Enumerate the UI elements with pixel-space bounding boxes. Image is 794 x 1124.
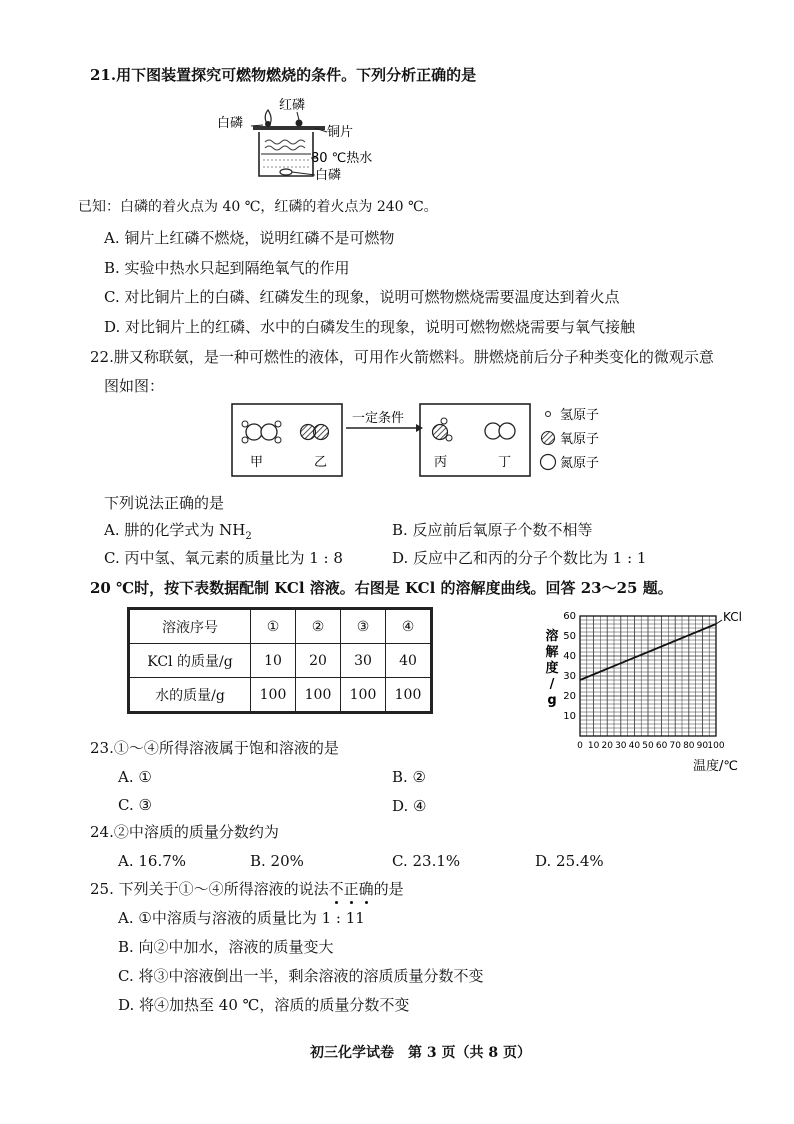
emphasis-text: 不正确	[329, 880, 374, 898]
q22-option-b: B. 反应前后氧原子个数不相等	[392, 521, 593, 539]
q22-stem-line2: 图如图：	[104, 377, 165, 395]
legend-hydrogen: 氢原子	[560, 408, 600, 423]
table-header-cell: ③	[341, 609, 386, 644]
table-header-cell: 溶液序号	[129, 609, 251, 644]
table-header-cell: ②	[296, 609, 341, 644]
x-tick-label: 40	[628, 741, 641, 751]
q22-prompt: 下列说法正确的是	[104, 494, 225, 512]
q25-option-b: B. 向②中加水，溶液的质量变大	[118, 938, 334, 956]
series-label-kcl: KCl	[723, 610, 742, 624]
emphasis-dot	[350, 901, 353, 904]
emphasis-dot	[365, 901, 368, 904]
q21-stem: 21.用下图装置探究可燃物燃烧的条件。下列分析正确的是	[90, 66, 477, 84]
x-tick-label: 30	[615, 741, 627, 751]
q23-option-a: A. ①	[118, 768, 152, 786]
q22-option-a: A. 肼的化学式为 $NH_2$	[104, 521, 252, 542]
y-tick-label: 30	[563, 671, 576, 682]
y-tick-label: 40	[563, 651, 576, 662]
table-row	[129, 609, 432, 644]
label-condition: 一定条件	[352, 411, 405, 426]
x-axis-label: 温度/℃	[693, 759, 738, 774]
x-tick-label: 0	[577, 741, 583, 751]
q21-option-b: B. 实验中热水只起到隔绝氧气的作用	[104, 259, 350, 277]
label-hot-water: 80 ℃热水	[311, 151, 373, 166]
table-cell: 10	[251, 644, 296, 678]
table-cell: 30	[341, 644, 386, 678]
x-tick-label: 60	[655, 741, 668, 751]
table-cell: 水的质量/g	[129, 678, 251, 713]
q24-option-b: B. 20%	[250, 852, 304, 870]
molecule-yi	[301, 425, 329, 440]
q24-option-c: C. 23.1%	[392, 852, 461, 870]
label-ding: 丁	[498, 455, 512, 470]
label-copper-sheet: 铜片	[327, 125, 354, 140]
q21-note: 已知：白磷的着火点为 40 ℃，红磷的着火点为 240 ℃。	[78, 199, 438, 215]
y-tick-label: 60	[563, 611, 576, 622]
q22-option-c: C. 丙中氢、氧元素的质量比为 1 : 8	[104, 549, 343, 567]
q21-option-c: C. 对比铜片上的白磷、红磷发生的现象，说明可燃物燃烧需要温度达到着火点	[104, 288, 620, 306]
solution-table	[127, 607, 433, 714]
intro-23-25: 20 ℃时，按下表数据配制 KCl 溶液。右图是 KCl 的溶解度曲线。回答 23～25 题。	[90, 579, 673, 597]
q22-molecule-figure	[230, 400, 640, 482]
label-jia: 甲	[250, 455, 264, 470]
q23-option-c: C. ③	[118, 796, 152, 814]
legend-nitrogen: 氮原子	[560, 456, 600, 471]
label-white-phosphorus: 白磷	[217, 116, 244, 131]
table-row	[129, 644, 432, 678]
q24-option-a: A. 16.7%	[118, 852, 187, 870]
table-cell: 40	[386, 644, 432, 678]
label-yi: 乙	[314, 455, 328, 470]
label-white-phosphorus-water: 白磷	[315, 168, 342, 183]
y-axis-label-char: /	[549, 677, 555, 692]
q25-option-d: D. 将④加热至 40 ℃，溶质的质量分数不变	[118, 996, 410, 1014]
molecule-jia	[242, 421, 281, 443]
q24-option-d: D. 25.4%	[535, 852, 604, 870]
x-tick-label: 20	[601, 741, 613, 751]
x-tick-label: 50	[642, 741, 654, 751]
molecule-bing	[433, 418, 453, 441]
label-red-phosphorus: 红磷	[279, 98, 306, 113]
molecule-ding	[485, 423, 515, 439]
y-tick-label: 10	[563, 711, 576, 722]
y-axis-label-char: 溶	[545, 629, 559, 644]
q25-option-a: A. ①中溶质与溶液的质量比为 1 : 11	[118, 909, 365, 927]
x-tick-label: 70	[669, 741, 681, 751]
y-axis-label-char: g	[547, 693, 557, 708]
table-cell: 100	[341, 678, 386, 713]
x-tick-label: 10	[587, 741, 600, 751]
x-tick-label: 100	[707, 741, 725, 751]
table-cell: 100	[296, 678, 341, 713]
table-cell: 100	[386, 678, 432, 713]
q21-option-d: D. 对比铜片上的红磷、水中的白磷发生的现象，说明可燃物燃烧需要与氧气接触	[104, 318, 636, 336]
emphasis-dot	[335, 901, 338, 904]
q21-apparatus-figure	[215, 92, 373, 184]
series-label-leader	[716, 620, 722, 624]
y-tick-label: 50	[563, 631, 576, 642]
q22-option-d: D. 反应中乙和丙的分子个数比为 1 : 1	[392, 549, 647, 567]
table-row	[129, 678, 432, 713]
q25-option-c: C. 将③中溶液倒出一半，剩余溶液的溶质质量分数不变	[118, 967, 484, 985]
red-phosphorus-dot	[296, 120, 303, 127]
y-axis-label-char: 解	[545, 645, 559, 660]
q23-option-d: D. ④	[392, 797, 427, 815]
table-cell: 100	[251, 678, 296, 713]
y-tick-label: 20	[563, 691, 576, 702]
legend-oxygen: 氧原子	[560, 432, 600, 447]
page-footer: 初三化学试卷 第 3 页（共 8 页）	[310, 1045, 531, 1061]
q23-stem: 23.①～④所得溶液属于饱和溶液的是	[90, 739, 339, 757]
legend-hydrogen-icon	[546, 412, 551, 417]
table-header-cell: ④	[386, 609, 432, 644]
q25-stem: 25. 下列关于①～④所得溶液的说法不正确 的是	[90, 880, 404, 898]
copper-sheet	[253, 126, 325, 130]
table-header-cell: ①	[251, 609, 296, 644]
q22-stem-line1: 22.肼又称联氨，是一种可燃性的液体，可用作火箭燃料。肼燃烧前后分子种类变化的微观示意	[90, 348, 714, 366]
q23-option-b: B. ②	[392, 768, 427, 786]
label-bing: 丙	[434, 455, 448, 470]
q24-stem: 24.②中溶质的质量分数约为	[90, 823, 279, 841]
solubility-chart	[540, 606, 740, 784]
legend-nitrogen-icon	[541, 455, 556, 470]
legend-oxygen-icon	[542, 432, 555, 445]
q21-option-a: A. 铜片上红磷不燃烧，说明红磷不是可燃物	[104, 229, 395, 247]
table-cell: KCl 的质量/g	[129, 644, 251, 678]
x-tick-label: 90	[696, 741, 709, 751]
table-cell: 20	[296, 644, 341, 678]
y-axis-label-char: 度	[545, 661, 559, 676]
x-tick-label: 80	[683, 741, 695, 751]
